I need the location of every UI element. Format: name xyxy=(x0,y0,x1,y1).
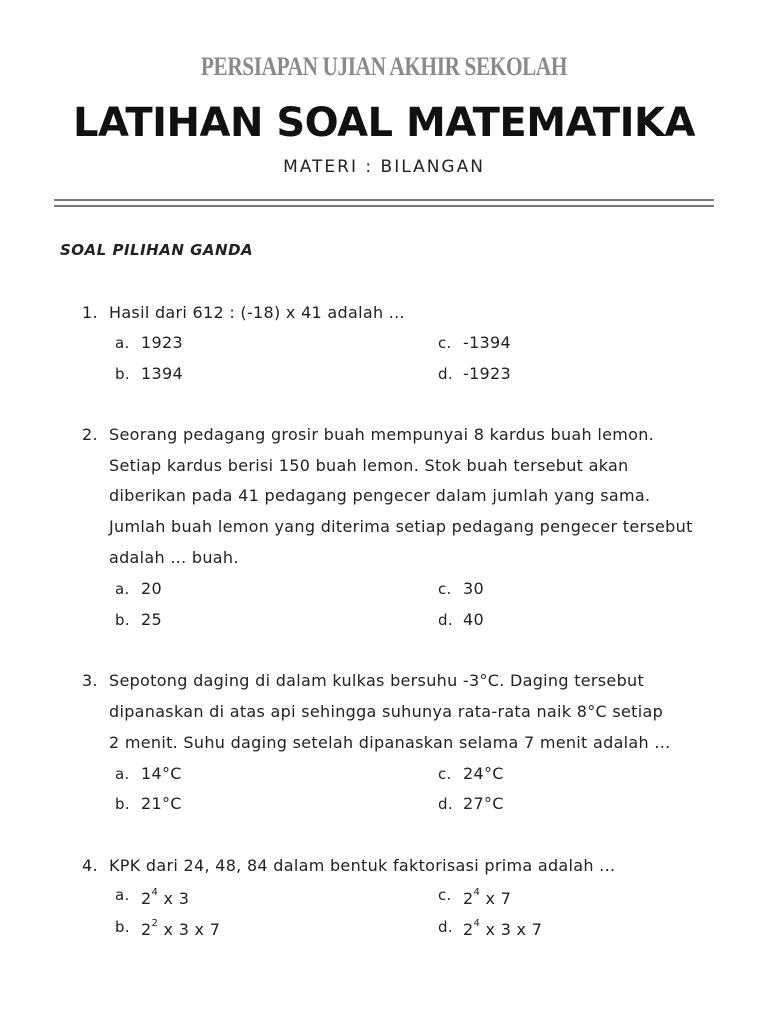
question-number: 2. xyxy=(82,425,98,444)
question-text: Hasil dari 612 : (-18) x 41 adalah ... xyxy=(109,303,405,322)
question-text: dipanaskan di atas api sehingga suhunya rata-rata naik 8°C setiap xyxy=(109,702,664,721)
option-text: -1923 xyxy=(463,364,511,383)
option-text: 1394 xyxy=(141,364,183,383)
section-title: SOAL PILIHAN GANDA xyxy=(60,241,254,259)
question-text: KPK dari 24, 48, 84 dalam bentuk faktorisasi prima adalah ... xyxy=(109,856,616,875)
option-letter: d. xyxy=(438,918,453,936)
option-letter: a. xyxy=(115,765,130,783)
option-text: 27°C xyxy=(463,794,504,813)
option-text: -1394 xyxy=(463,333,511,352)
question-text: Seorang pedagang grosir buah mempunyai 8 kardus buah lemon. xyxy=(109,425,655,444)
subtitle: MATERI : BILANGAN xyxy=(283,157,485,177)
option-letter: a. xyxy=(115,580,130,598)
option-expression: $2^4$ x 3 xyxy=(141,887,190,908)
option-expression: $2^2$ x 3 x 7 xyxy=(141,918,221,939)
option-text: 40 xyxy=(463,610,484,629)
header-divider-top xyxy=(54,199,714,201)
question-text: diberikan pada 41 pedagang pengecer dalam jumlah yang sama. xyxy=(109,486,651,505)
question-text: adalah ... buah. xyxy=(109,548,239,567)
option-letter: b. xyxy=(115,918,130,936)
option-letter: d. xyxy=(438,365,453,383)
option-letter: b. xyxy=(115,795,130,813)
option-letter: d. xyxy=(438,611,453,629)
option-letter: a. xyxy=(115,334,130,352)
page-title: LATIHAN SOAL MATEMATIKA xyxy=(73,100,695,146)
header-divider-bottom xyxy=(54,205,714,207)
question-text: Setiap kardus berisi 150 buah lemon. Stok buah tersebut akan xyxy=(109,456,629,475)
option-letter: b. xyxy=(115,365,130,383)
question-number: 1. xyxy=(82,303,98,322)
option-text: 14°C xyxy=(141,764,182,783)
option-letter: c. xyxy=(438,334,452,352)
question-text: Jumlah buah lemon yang diterima setiap pedagang pengecer tersebut xyxy=(109,517,693,536)
option-text: 1923 xyxy=(141,333,183,352)
question-text: Sepotong daging di dalam kulkas bersuhu -3°C. Daging tersebut xyxy=(109,671,645,690)
option-letter: c. xyxy=(438,765,452,783)
option-text: 21°C xyxy=(141,794,182,813)
question-number: 4. xyxy=(82,856,98,875)
option-text: 24°C xyxy=(463,764,504,783)
question-number: 3. xyxy=(82,671,98,690)
option-text: 30 xyxy=(463,579,484,598)
option-expression: $2^4$ x 7 xyxy=(463,887,512,908)
pre-title: PERSIAPAN UJIAN AKHIR SEKOLAH xyxy=(200,52,568,81)
option-letter: a. xyxy=(115,886,130,904)
option-expression: $2^4$ x 3 x 7 xyxy=(463,918,543,939)
option-letter: d. xyxy=(438,795,453,813)
option-letter: b. xyxy=(115,611,130,629)
question-text: 2 menit. Suhu daging setelah dipanaskan selama 7 menit adalah ... xyxy=(109,733,671,752)
option-text: 20 xyxy=(141,579,162,598)
option-letter: c. xyxy=(438,886,452,904)
option-letter: c. xyxy=(438,580,452,598)
option-text: 25 xyxy=(141,610,162,629)
